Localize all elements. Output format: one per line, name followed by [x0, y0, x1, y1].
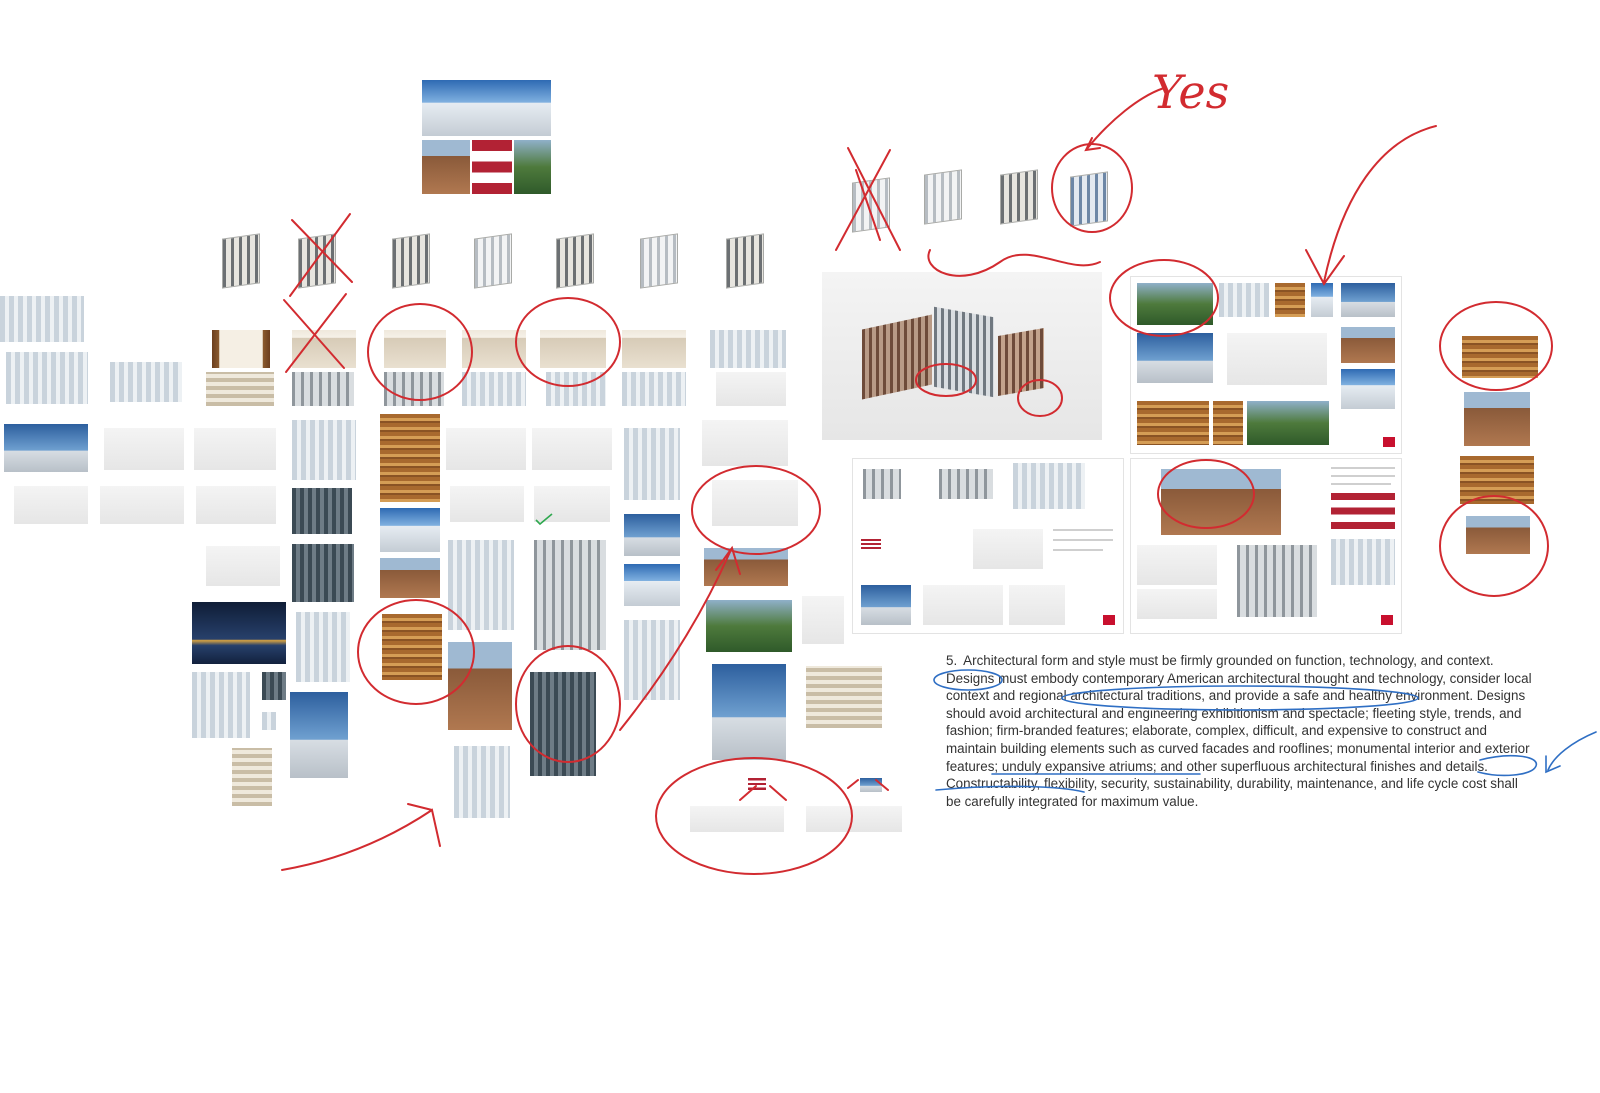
reference-photo — [624, 564, 680, 606]
presentation-board-1 — [1130, 276, 1402, 454]
reference-photo — [192, 602, 286, 664]
landscape-photo — [514, 140, 551, 194]
reference-render — [6, 352, 88, 404]
reference-render — [802, 596, 844, 644]
facade-photo — [290, 692, 348, 778]
courthouse-photo — [422, 80, 551, 136]
flag-photo — [472, 140, 512, 194]
facade-detail — [292, 372, 354, 406]
reference-photo — [624, 514, 680, 556]
reference-render — [532, 428, 612, 470]
guideline-text-2: Designs must embody contemporary American architectural thought and technology, consider — [946, 670, 1504, 686]
interior-view — [710, 330, 786, 368]
facade-photo — [292, 544, 354, 602]
reference-render — [4, 424, 88, 472]
guideline-text-4: and other superfluous architectural finishes and details. Constructability, flexibility, security, sustainability, durability, maintenance, and life cycle cost shall be carefully integrated for maximum value. — [946, 758, 1518, 809]
interior-view — [622, 330, 686, 368]
reference-photo — [448, 642, 512, 730]
facade-photo — [292, 420, 356, 480]
highlight-local-context: local context and regional architectural traditions, — [946, 670, 1532, 704]
highlight-atriums: unduly expansive atriums; — [1001, 758, 1157, 774]
reference-render — [446, 428, 526, 470]
material-sample-terracotta — [1466, 516, 1530, 554]
facade-photo — [296, 612, 350, 682]
reference-render — [704, 548, 788, 586]
study-model-2 — [298, 232, 334, 284]
massing-model-3 — [1000, 168, 1036, 220]
elevation-sketch — [690, 806, 784, 832]
reference-photo — [624, 620, 680, 700]
facade-detail — [206, 372, 274, 406]
reference-photo — [380, 508, 440, 552]
elevation-sketch — [806, 806, 902, 832]
flag-photo — [748, 778, 766, 790]
design-guideline-text — [946, 652, 1536, 810]
facade-detail — [622, 372, 686, 406]
reference-photo — [448, 540, 514, 630]
reference-photo — [232, 748, 272, 806]
interior-view — [384, 330, 446, 368]
reference-photo — [380, 558, 440, 598]
reference-photo — [860, 778, 882, 792]
reference-render — [104, 428, 184, 470]
reference-photo — [534, 540, 606, 650]
study-model-7 — [726, 232, 762, 284]
reference-render — [14, 486, 88, 524]
reference-photo — [624, 428, 680, 500]
study-model-6 — [640, 232, 676, 284]
interior-view — [462, 330, 526, 368]
guideline-text-1: Architectural form and style must be firmly grounded on function, technology, and — [963, 653, 1444, 668]
interior-view — [292, 330, 356, 368]
presentation-board-2 — [852, 458, 1124, 634]
reference-photo — [422, 140, 470, 194]
material-sample-louvers — [1460, 456, 1534, 504]
reference-photo — [382, 614, 442, 680]
interior-view — [212, 330, 270, 368]
reference-render — [194, 428, 276, 470]
handwritten-yes: Yes — [1152, 65, 1230, 119]
guideline-text-3: and provide a safe and healthy environment. Designs should avoid architectural and engineering exhibitionism and spectacle; fleeting style, trends, and fashion; firm-branded features; elaborate, complex, difficult, and expensive to construct and maintain building elements such as curved facades and rooflines; monumental interior and exterior features; — [946, 688, 1530, 774]
study-model-5 — [556, 232, 592, 284]
reference-render — [534, 486, 610, 522]
reference-photo — [712, 664, 786, 760]
reference-render — [196, 486, 276, 524]
material-sample — [1464, 392, 1530, 446]
facade-photo — [292, 488, 352, 534]
reference-render — [100, 486, 184, 524]
facade-detail — [716, 372, 786, 406]
reference-render — [110, 362, 182, 402]
material-sample-wood — [1462, 336, 1538, 378]
presentation-board-3 — [1130, 458, 1402, 634]
reference-photo — [530, 672, 596, 776]
facade-detail — [462, 372, 526, 406]
massing-model-1 — [852, 176, 888, 228]
reference-render — [206, 546, 280, 586]
reference-photo — [706, 600, 792, 652]
reference-photo — [454, 746, 510, 818]
site-massing-render — [822, 272, 1102, 440]
reference-render — [0, 296, 84, 342]
reference-render — [450, 486, 524, 522]
wood-facade-photo — [380, 414, 440, 502]
reference-photo — [262, 672, 286, 700]
reference-render — [702, 420, 788, 466]
guideline-number: 5. — [946, 653, 958, 668]
facade-detail — [384, 372, 444, 406]
reference-photo — [192, 672, 250, 738]
highlight-context: context. — [1446, 653, 1494, 668]
reference-photo — [262, 712, 276, 730]
massing-model-4 — [1070, 170, 1106, 222]
study-model-4 — [474, 232, 510, 284]
study-model-1 — [222, 232, 258, 284]
reference-photo — [806, 666, 882, 728]
facade-detail — [546, 372, 606, 406]
study-model-3 — [392, 232, 428, 284]
reference-render — [712, 480, 798, 526]
interior-view — [540, 330, 606, 368]
massing-model-2 — [924, 168, 960, 220]
